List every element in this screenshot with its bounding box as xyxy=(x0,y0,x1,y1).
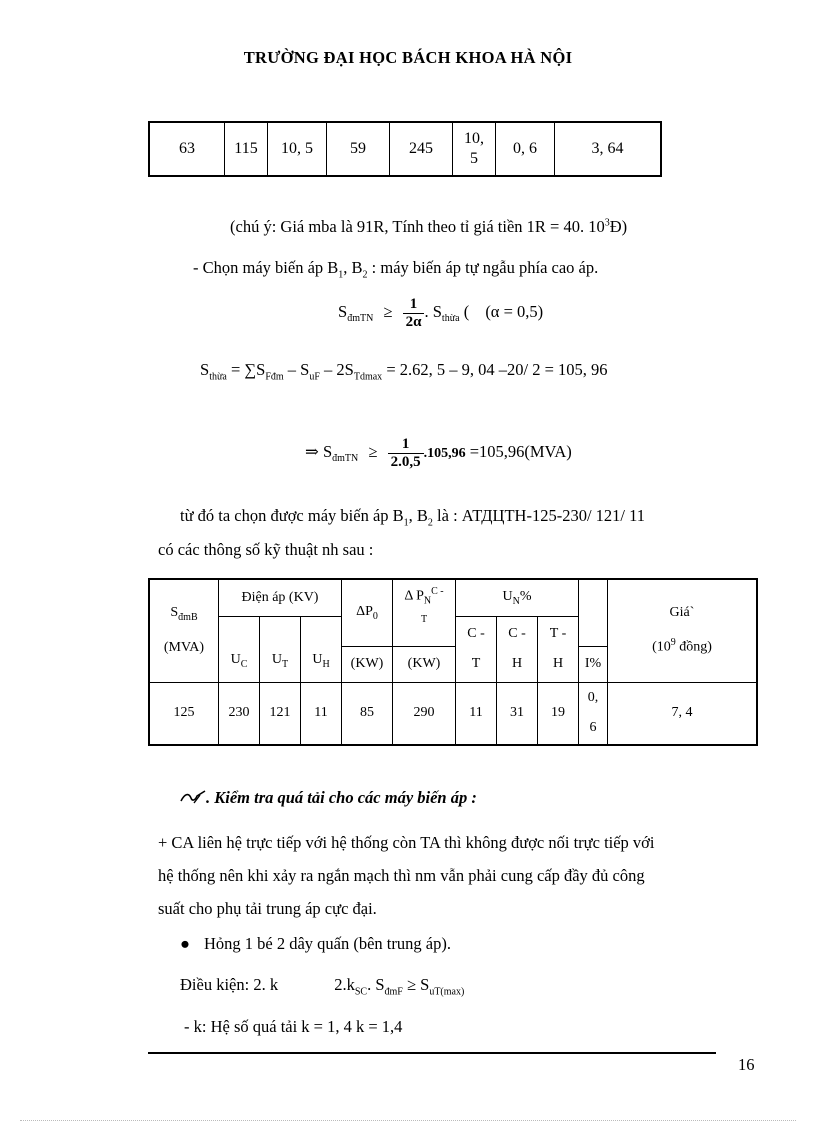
text: T xyxy=(420,614,428,626)
sub: 1 xyxy=(403,517,409,529)
page-header: TRƯỜNG ĐẠI HỌC BÁCH KHOA HÀ NỘI xyxy=(243,48,573,67)
text: : máy biến áp tự ngẫu phía cao áp. xyxy=(367,258,599,277)
section-title xyxy=(180,788,477,808)
text: C - xyxy=(467,626,485,641)
text: H xyxy=(552,656,564,671)
text: Điều kiện: 2. k xyxy=(180,975,279,994)
table-cell xyxy=(497,616,538,682)
denominator: 2α xyxy=(405,313,422,330)
sub: đmTN xyxy=(347,313,374,325)
para-line: hệ thống nên khi xảy ra ngắn mạch thì nm vẫn phải cung cấp đầy đủ công xyxy=(158,866,645,885)
table-cell xyxy=(342,579,393,646)
cell-line: 5 xyxy=(470,150,478,167)
text: U xyxy=(230,651,241,667)
table-cell: 85 xyxy=(342,682,393,745)
text: – 2S xyxy=(319,360,354,379)
choose-line-2: có các thông số kỹ thuật nh sau : xyxy=(158,540,374,559)
price-note xyxy=(230,217,627,237)
text: S xyxy=(200,360,210,379)
table-cell xyxy=(456,616,497,682)
numerator: 1 xyxy=(403,296,425,314)
table-cell xyxy=(149,579,219,682)
sub: thừa xyxy=(441,313,460,325)
text: U xyxy=(271,651,282,667)
formula-3 xyxy=(305,436,572,470)
table-cell: 11 xyxy=(456,682,497,745)
table-cell: 59 xyxy=(327,122,390,176)
text: – S xyxy=(283,360,310,379)
pen-hand-icon xyxy=(180,789,206,805)
table-cell xyxy=(453,122,496,176)
title-text: . Kiểm tra quá tải cho các máy biến áp : xyxy=(206,788,477,807)
text: (MVA) xyxy=(163,640,205,656)
table-cell: 63 xyxy=(149,122,225,176)
para-line: + CA liên hệ trực tiếp với hệ thống còn TA thì không được nối trực tiếp với xyxy=(158,833,655,852)
text: ΔP xyxy=(356,603,373,619)
table-cell: 11 xyxy=(301,682,342,745)
sup: 9 xyxy=(670,637,676,649)
text: ( xyxy=(459,301,470,321)
sub: 2 xyxy=(427,517,433,529)
text: là : АТДЦТН-125-230/ 121/ 11 xyxy=(432,506,646,525)
bullet-text: Hỏng 1 bé 2 dây quấn (bên trung áp). xyxy=(203,934,451,953)
select-line xyxy=(193,258,598,280)
sub: Fđm xyxy=(265,371,284,383)
text: đồng) xyxy=(675,640,712,656)
table-cell xyxy=(219,616,260,682)
fraction xyxy=(403,296,425,330)
table-cell xyxy=(579,682,608,745)
text: .105,96 xyxy=(423,445,466,461)
denominator: 2.0,5 xyxy=(390,453,421,470)
k-line: - k: Hệ số quá tải k = 1, 4 k = 1,4 xyxy=(184,1017,403,1036)
page-number: 16 xyxy=(738,1055,755,1074)
alpha-value: (α = 0,5) xyxy=(485,301,544,321)
paragraph xyxy=(158,826,655,925)
sub: uF xyxy=(309,371,320,383)
sub: đmB xyxy=(178,612,198,624)
text: U xyxy=(502,588,513,604)
bullet-icon: ● xyxy=(180,934,190,953)
table-cell: Điện áp (KV) xyxy=(219,579,342,616)
text: =105,96(MVA) xyxy=(469,441,572,461)
geq-symbol: ≥ xyxy=(368,441,378,461)
table-cell: 121 xyxy=(260,682,301,745)
text: T - xyxy=(549,626,567,641)
table-cell: 245 xyxy=(390,122,453,176)
data-table-1 xyxy=(148,121,662,177)
text: . S xyxy=(367,975,385,994)
table-cell xyxy=(301,616,342,682)
sub: H xyxy=(322,658,330,670)
condition-line xyxy=(180,975,464,997)
sub: T xyxy=(282,658,289,670)
table-cell xyxy=(393,579,456,646)
text: - Chọn máy biến áp B xyxy=(193,258,339,277)
text: = 2.62, 5 – 9, 04 –20/ 2 = 105, 96 xyxy=(382,360,608,379)
text: ≥ S xyxy=(402,975,430,994)
text: S xyxy=(432,301,442,321)
sub: đmTN xyxy=(332,453,359,465)
choose-line xyxy=(180,506,645,528)
cell-line: 10, xyxy=(464,130,484,147)
table-cell xyxy=(538,616,579,682)
sub: Tdmax xyxy=(353,371,383,383)
text: 0, xyxy=(587,690,599,706)
sub: uT(max) xyxy=(429,986,465,998)
text: S xyxy=(170,605,179,621)
table-cell: (KW) xyxy=(393,646,456,682)
spec-table xyxy=(148,578,758,746)
table-cell: I% xyxy=(579,646,608,682)
text: 6 xyxy=(589,720,597,736)
sub: SC xyxy=(354,986,368,998)
sub: thừa xyxy=(209,371,227,383)
table-cell xyxy=(579,579,608,646)
sub: 1 xyxy=(338,269,344,281)
geq-symbol: ≥ xyxy=(383,301,393,321)
table-cell: 7, 4 xyxy=(608,682,758,745)
text: từ đó ta chọn được máy biến áp B xyxy=(180,506,404,525)
note-end: Đ) xyxy=(609,217,628,236)
text: C - xyxy=(508,626,526,641)
table-cell: (KW) xyxy=(342,646,393,682)
table-cell: 19 xyxy=(538,682,579,745)
text: H xyxy=(511,656,523,671)
sub: 2 xyxy=(362,269,368,281)
table-cell xyxy=(608,579,758,682)
text: = ∑S xyxy=(226,360,266,379)
text: U xyxy=(312,651,323,667)
note-text: (chú ý: Giá mba là 91R, Tính theo tỉ giá tiền 1R = 40. 10 xyxy=(230,217,605,236)
para-line: suất cho phụ tải trung áp cực đại. xyxy=(158,899,377,918)
sub: đmF xyxy=(384,986,403,998)
text: , B xyxy=(408,506,428,525)
table-cell: 0, 6 xyxy=(496,122,555,176)
table-cell: 290 xyxy=(393,682,456,745)
numerator: 1 xyxy=(388,436,424,454)
sub: 0 xyxy=(372,610,378,622)
text: , B xyxy=(343,258,363,277)
page-edge xyxy=(20,1120,796,1121)
text: Δ P xyxy=(404,588,424,604)
note-exp: 3 xyxy=(604,217,610,229)
table-cell: 115 xyxy=(225,122,268,176)
text: S xyxy=(338,301,348,321)
table-cell xyxy=(456,579,579,616)
text: Giá` xyxy=(669,605,695,621)
text: T xyxy=(471,656,481,671)
sup: C - xyxy=(431,586,444,597)
table-cell: 125 xyxy=(149,682,219,745)
table-cell: 31 xyxy=(497,682,538,745)
fraction xyxy=(388,436,424,470)
sub: N xyxy=(512,595,520,607)
text: (10 xyxy=(652,640,671,656)
table-cell xyxy=(260,616,301,682)
table-cell: 10, 5 xyxy=(268,122,327,176)
sub: C xyxy=(240,658,248,670)
text: 2.k xyxy=(334,975,355,994)
table-cell: 3, 64 xyxy=(555,122,662,176)
table-cell: 230 xyxy=(219,682,260,745)
formula-1 xyxy=(338,296,543,330)
bullet-item xyxy=(180,934,451,954)
text: . xyxy=(424,301,429,321)
text: ⇒ S xyxy=(305,441,333,461)
text: % xyxy=(519,588,532,604)
footer-rule xyxy=(148,1052,716,1054)
formula-2 xyxy=(200,360,608,382)
sub: N xyxy=(423,595,432,607)
